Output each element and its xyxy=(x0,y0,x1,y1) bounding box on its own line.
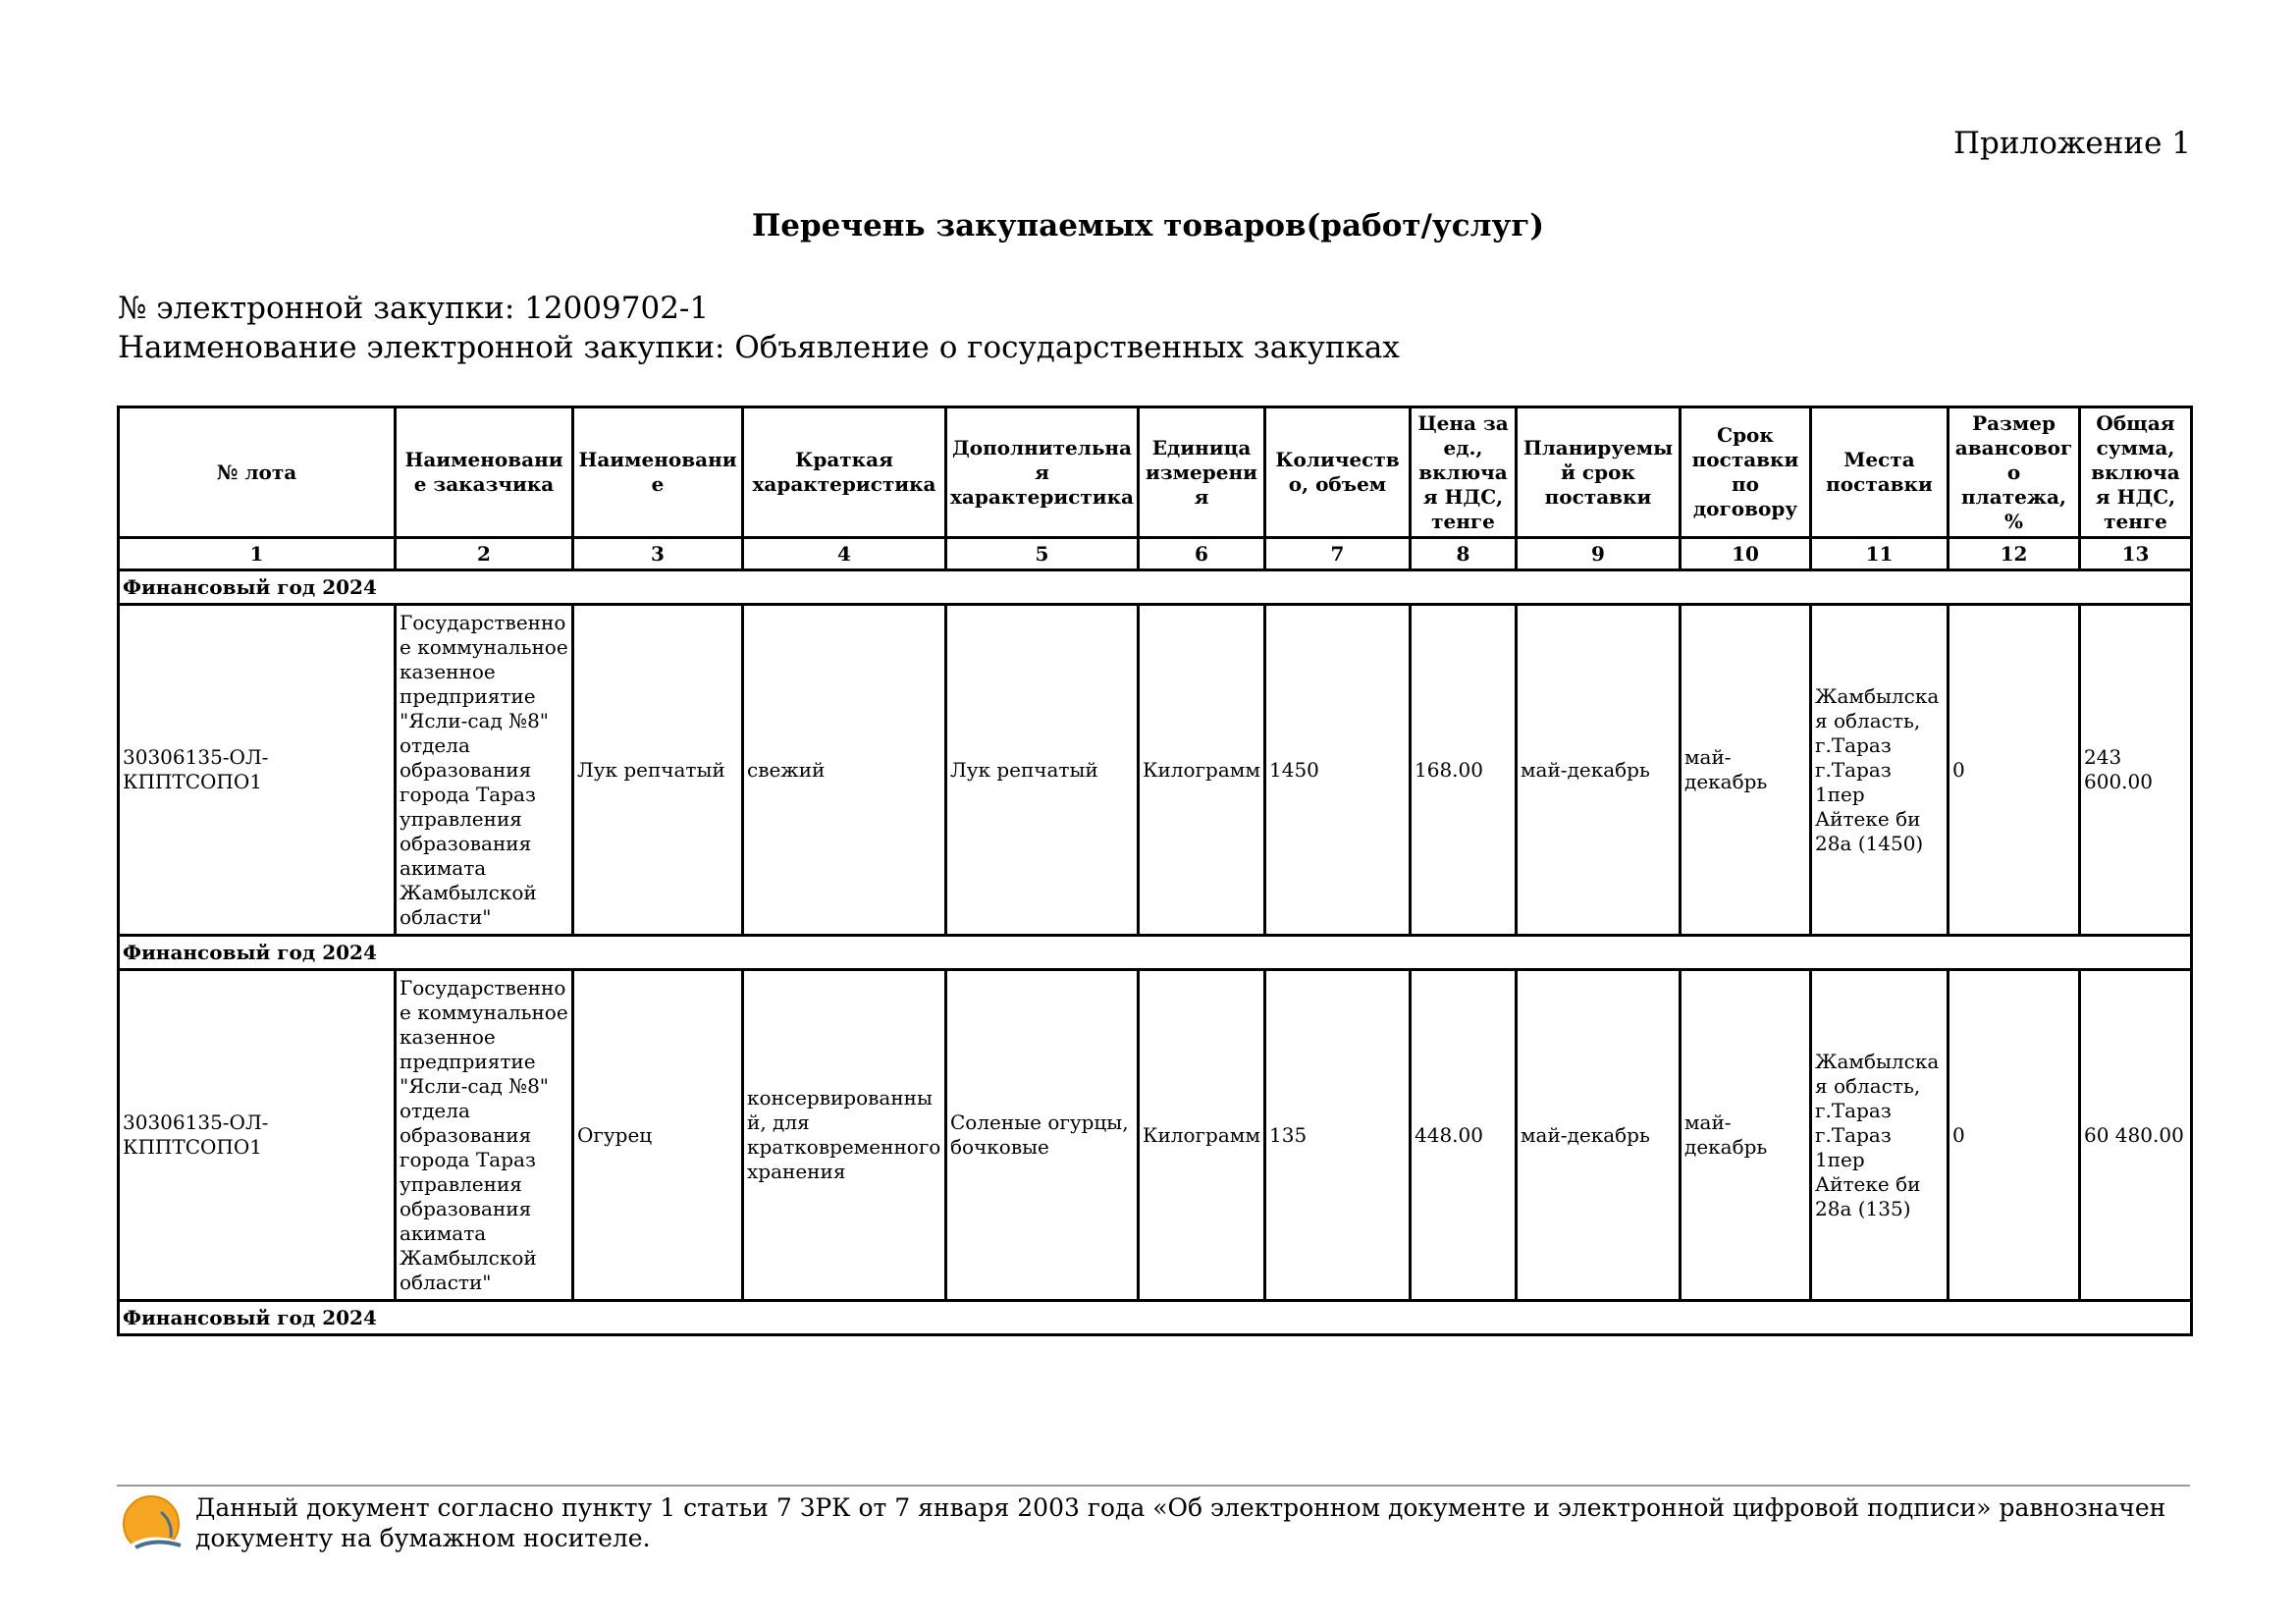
fiscal-year-label: Финансовый год 2024 xyxy=(119,936,2192,970)
planned-term: май-декабрь xyxy=(1517,970,1681,1301)
column-header: Места поставки xyxy=(1811,407,1949,538)
appendix-label: Приложение 1 xyxy=(1952,126,2191,161)
contract-term: май-декабрь xyxy=(1681,970,1811,1301)
customer-name: Государственное коммунальное казенное предприятие "Ясли-сад №8" отдела образования города Тараз управления образования акимата Жамбылской области" xyxy=(396,970,573,1301)
procurement-name: Наименование электронной закупки: Объявление о государственных закупках xyxy=(118,330,1400,365)
item-name: Лук репчатый xyxy=(573,605,743,936)
document-title: Перечень закупаемых товаров(работ/услуг) xyxy=(751,208,1544,244)
column-header: № лота xyxy=(119,407,396,538)
column-header: Количество, объем xyxy=(1265,407,1411,538)
column-number: 2 xyxy=(396,538,573,570)
advance-payment: 0 xyxy=(1949,970,2080,1301)
footer-divider xyxy=(117,1485,2190,1487)
short-description: свежий xyxy=(743,605,946,936)
unit-price: 448.00 xyxy=(1411,970,1517,1301)
column-number: 11 xyxy=(1811,538,1949,570)
table-row xyxy=(119,605,2192,936)
column-number: 4 xyxy=(743,538,946,570)
unit-price: 168.00 xyxy=(1411,605,1517,936)
extra-description: Лук репчатый xyxy=(946,605,1139,936)
column-number: 10 xyxy=(1681,538,1811,570)
column-header: Срок поставки по договору xyxy=(1681,407,1811,538)
column-header: Цена за ед., включая НДС, тенге xyxy=(1411,407,1517,538)
unit: Килограмм xyxy=(1139,605,1265,936)
table-header-row xyxy=(119,407,2192,538)
column-header: Краткая характеристика xyxy=(743,407,946,538)
delivery-place: Жамбылская область, г.Тараз г.Тараз 1пер Айтеке би 28а (135) xyxy=(1811,970,1949,1301)
advance-payment: 0 xyxy=(1949,605,2080,936)
table-row xyxy=(119,970,2192,1301)
column-number: 3 xyxy=(573,538,743,570)
column-number: 7 xyxy=(1265,538,1411,570)
column-header: Единица измерения xyxy=(1139,407,1265,538)
planned-term: май-декабрь xyxy=(1517,605,1681,936)
egov-sun-logo-icon xyxy=(122,1492,187,1557)
lots-table xyxy=(117,406,2193,1336)
column-number: 13 xyxy=(2080,538,2192,570)
fiscal-year-label: Финансовый год 2024 xyxy=(119,1301,2192,1335)
extra-description: Соленые огурцы, бочковые xyxy=(946,970,1139,1301)
lot-number: 30306135-ОЛ-КППТСОПО1 xyxy=(119,970,396,1301)
column-header: Наименование xyxy=(573,407,743,538)
delivery-place: Жамбылская область, г.Тараз г.Тараз 1пер Айтеке би 28а (1450) xyxy=(1811,605,1949,936)
fiscal-year-row xyxy=(119,936,2192,970)
short-description: консервированный, для кратковременного хранения xyxy=(743,970,946,1301)
lot-number: 30306135-ОЛ-КППТСОПО1 xyxy=(119,605,396,936)
column-number: 1 xyxy=(119,538,396,570)
column-number: 12 xyxy=(1949,538,2080,570)
procurement-number: № электронной закупки: 12009702-1 xyxy=(118,291,710,326)
fiscal-year-row xyxy=(119,1301,2192,1335)
quantity: 135 xyxy=(1265,970,1411,1301)
fiscal-year-label: Финансовый год 2024 xyxy=(119,570,2192,605)
column-number-row xyxy=(119,538,2192,570)
total-amount: 60 480.00 xyxy=(2080,970,2192,1301)
column-number: 6 xyxy=(1139,538,1265,570)
quantity: 1450 xyxy=(1265,605,1411,936)
column-header: Общая сумма, включая НДС, тенге xyxy=(2080,407,2192,538)
unit: Килограмм xyxy=(1139,970,1265,1301)
column-header: Наименование заказчика xyxy=(396,407,573,538)
legal-notice: Данный документ согласно пункту 1 статьи 7 ЗРК от 7 января 2003 года «Об электронном документе и электронной цифровой подписи» равнозначен документу на бумажном носителе. xyxy=(195,1493,2166,1552)
column-number: 8 xyxy=(1411,538,1517,570)
total-amount: 243 600.00 xyxy=(2080,605,2192,936)
column-header: Дополнительная характеристика xyxy=(946,407,1139,538)
fiscal-year-row xyxy=(119,570,2192,605)
column-number: 5 xyxy=(946,538,1139,570)
item-name: Огурец xyxy=(573,970,743,1301)
column-header: Планируемый срок поставки xyxy=(1517,407,1681,538)
column-number: 9 xyxy=(1517,538,1681,570)
column-header: Размер авансового платежа, % xyxy=(1949,407,2080,538)
customer-name: Государственное коммунальное казенное предприятие "Ясли-сад №8" отдела образования города Тараз управления образования акимата Жамбылской области" xyxy=(396,605,573,936)
contract-term: май-декабрь xyxy=(1681,605,1811,936)
